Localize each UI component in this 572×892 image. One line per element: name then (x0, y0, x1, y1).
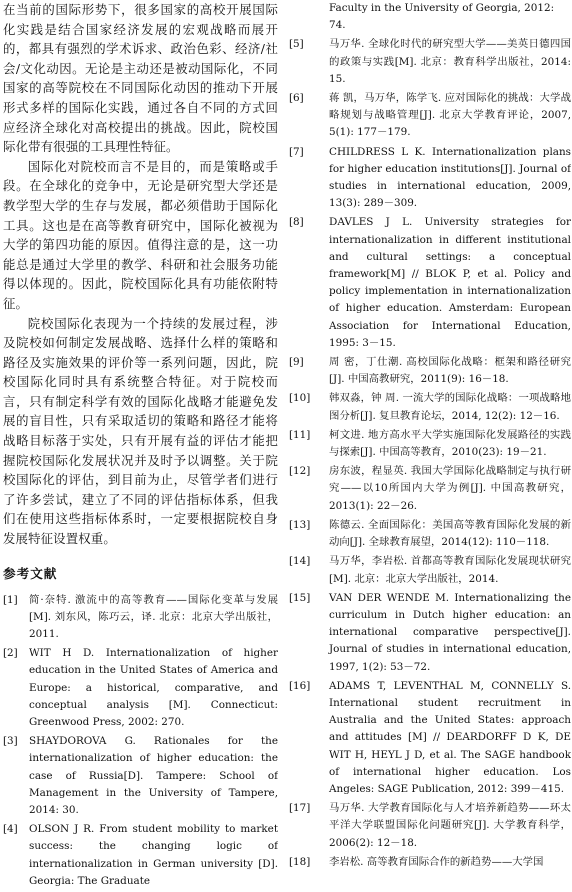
reference-text: 蒋 凯，马万华，陈学飞. 应对国际化的挑战：大学战略规划与战略管理[J]. 北京大学教育评论，2007, 5(1): 177－179. (329, 92, 571, 139)
reference-item (289, 463, 571, 515)
reference-text: 陈德云. 全面国际化：美国高等教育国际化发展的新动向[J]. 全球教育展望，2014(12): 110－118. (329, 518, 571, 549)
references-heading: 参考文献 (3, 565, 58, 581)
reference-number: [5] (289, 38, 304, 51)
reference-text: DAVLES J L. University strategies for internationalization in different institutional and cultural settings: a conceptual framework[M] // BLOK P, et al. Policy and policy implementation in internationalization of higher education. Amsterdam: European Association for International Education, 1995: 3－15. (329, 216, 571, 349)
reference-text: 房东波，程显英. 我国大学国际化战略制定与执行研究——以10所国内大学为例[J]. 中国高教研究，2013(1): 22－26. (329, 465, 571, 512)
reference-item (3, 592, 278, 644)
right-column (289, 0, 571, 873)
reference-number: [14] (289, 555, 311, 568)
reference-number: [15] (289, 591, 311, 604)
reference-item (289, 427, 571, 461)
reference-item (289, 517, 571, 551)
reference-text: 马万华. 大学教育国际化与人才培养新趋势——环太平洋大学联盟国际化问题研究[J]. 大学教育科学，2006(2): 12－18. (329, 802, 571, 849)
reference-text: 周 密，丁仕潮. 高校国际化战略：框架和路径研究[J]. 中国高教研究，2011(9): 16－18. (329, 356, 571, 386)
reference-item (289, 854, 571, 871)
reference-number: [12] (289, 465, 311, 478)
reference-text: CHILDRESS L K. Internationalization plans for higher education institutions[J]. Journal of studies in international education, 2009, 13(3): 289－309. (329, 145, 571, 210)
reference-text: VAN DER WENDE M. Internationalizing the curriculum in Dutch higher education: an international comparative perspective[J]. Journal of studies in international education, 1997, 1(2): 53－72. (329, 591, 571, 673)
reference-text: SHAYDOROVA G. Rationales for the internationalization of higher education: the case of Russia[D]. Tampere: School of Management in the University of Tampere, 2014: 30. (29, 735, 278, 817)
reference-text: 李岩松. 高等教育国际合作的新趋势——大学国 (329, 855, 544, 868)
reference-number: [17] (289, 802, 311, 815)
reference-number: [16] (289, 679, 311, 692)
reference-item (289, 144, 571, 213)
reference-item (289, 90, 571, 142)
reference-number: [3] (3, 735, 18, 748)
body-paragraph: 国际化对院校而言不是目的，而是策略或手段。在全球化的竞争中，无论是研究型大学还是教学型大学的生存与发展，都必须借助于国际化工具。这也是在高等教育研究中，国际化被视为大学的第四功能的原因。值得注意的是，这一功能总是通过大学里的教学、科研和社会服务功能得以体现的。因此，院校国际化具有功能依附特征。 (3, 158, 278, 311)
reference-item (289, 214, 571, 352)
reference-text: 马万华，李岩松. 首都高等教育国际化发展现状研究[M]. 北京：北京大学出版社，2014. (329, 555, 571, 585)
reference-number: [1] (3, 593, 18, 606)
reference-number: [9] (289, 356, 304, 369)
reference-item (289, 678, 571, 798)
reference-number: [10] (289, 392, 311, 405)
reference-number: [2] (3, 647, 18, 660)
reference-number: [18] (289, 855, 311, 868)
reference-text: 马万华. 全球化时代的研究型大学——美英日德四国的政策与实践[M]. 北京：教育科学出版社，2014: 15. (329, 38, 571, 85)
reference-number: [13] (289, 518, 311, 531)
reference-text: 柯文进. 地方高水平大学实施国际化发展路径的实践与探索[J]. 中国高等教育，2010(23): 19－21. (329, 428, 571, 459)
left-column (3, 0, 278, 892)
reference-item (289, 36, 571, 88)
reference-list (3, 592, 278, 890)
reference-number: [11] (289, 428, 311, 441)
reference-item (289, 553, 571, 587)
reference-item (289, 800, 571, 852)
reference-number: [4] (3, 823, 18, 836)
reference-number: [6] (289, 92, 304, 105)
reference-item (3, 733, 278, 819)
reference-text: OLSON J R. From student mobility to market success: the changing logic of internationalization in German university [D]. Georgia: The Graduate (29, 823, 278, 887)
reference-item (3, 645, 278, 731)
reference-text: ADAMS T, LEVENTHAL M, CONNELLY S. International student recruitment in Australia and the United States: approach and attitudes [M] // DEARDORFF D K, DE WIT H, HEYL J D, et al. The SAGE handbook of international higher education. Los Angeles: SAGE Publication, 2012: 399－415. (329, 679, 571, 795)
reference-list (289, 36, 571, 871)
reference-text: 简·奈特. 激流中的高等教育——国际化变革与发展[M]. 刘东风，陈巧云，译. 北京：北京大学出版社，2011. (29, 593, 278, 641)
reference-item (3, 821, 278, 890)
reference-item (289, 354, 571, 388)
reference-number: [7] (289, 145, 304, 158)
reference-text: 韩双淼，钟 周. 一流大学的国际化战略：一项战略地图分析[J]. 复旦教育论坛，2014, 12(2): 12－16. (329, 392, 571, 422)
body-paragraph: 在当前的国际形势下，很多国家的高校开展国际化实践是结合国家经济发展的宏观战略而展开的，都具有强烈的学术诉求、政治色彩、经济/社会/文化动因。无论是主动还是被动国际化，不同国家的高等院校在不同国际化动因的推动下开展形式多样的国际化实践，通过各自不同的方式回应经济全球化对高校提出的挑战。因此，院校国际化带有很强的工具理性特征。 (3, 2, 278, 155)
reference-item (289, 590, 571, 676)
reference-item (289, 390, 571, 424)
body-paragraph: 院校国际化表现为一个持续的发展过程，涉及院校如何制定发展战略、选择什么样的策略和路径及实施效果的评价等一系列问题，因此，院校国际化同时具有系统整合特征。对于院校而言，只有制定科学有效的国际化战略才能避免发展的盲目性，只有采取适切的策略和路径才能将战略目标落于实处，只有开展有益的评估才能把握院校国际化发展状况并及时予以调整。关于院校国际化的评估，到目前为止，尽管学者们进行了许多尝试，建立了不同的评估指标体系，但我们在使用这些指标体系时，一定要根据院校自身发展特征设置权重。 (3, 315, 278, 547)
reference-continuation: Faculty in the University of Georgia, 2012: 74. (329, 2, 555, 32)
reference-text: WIT H D. Internationalization of higher education in the United States of America and Europe: a historical, comparative, and conceptual analysis [M]. Connecticut: Greenwood Press, 2002: 270. (29, 647, 278, 729)
reference-number: [8] (289, 216, 304, 229)
